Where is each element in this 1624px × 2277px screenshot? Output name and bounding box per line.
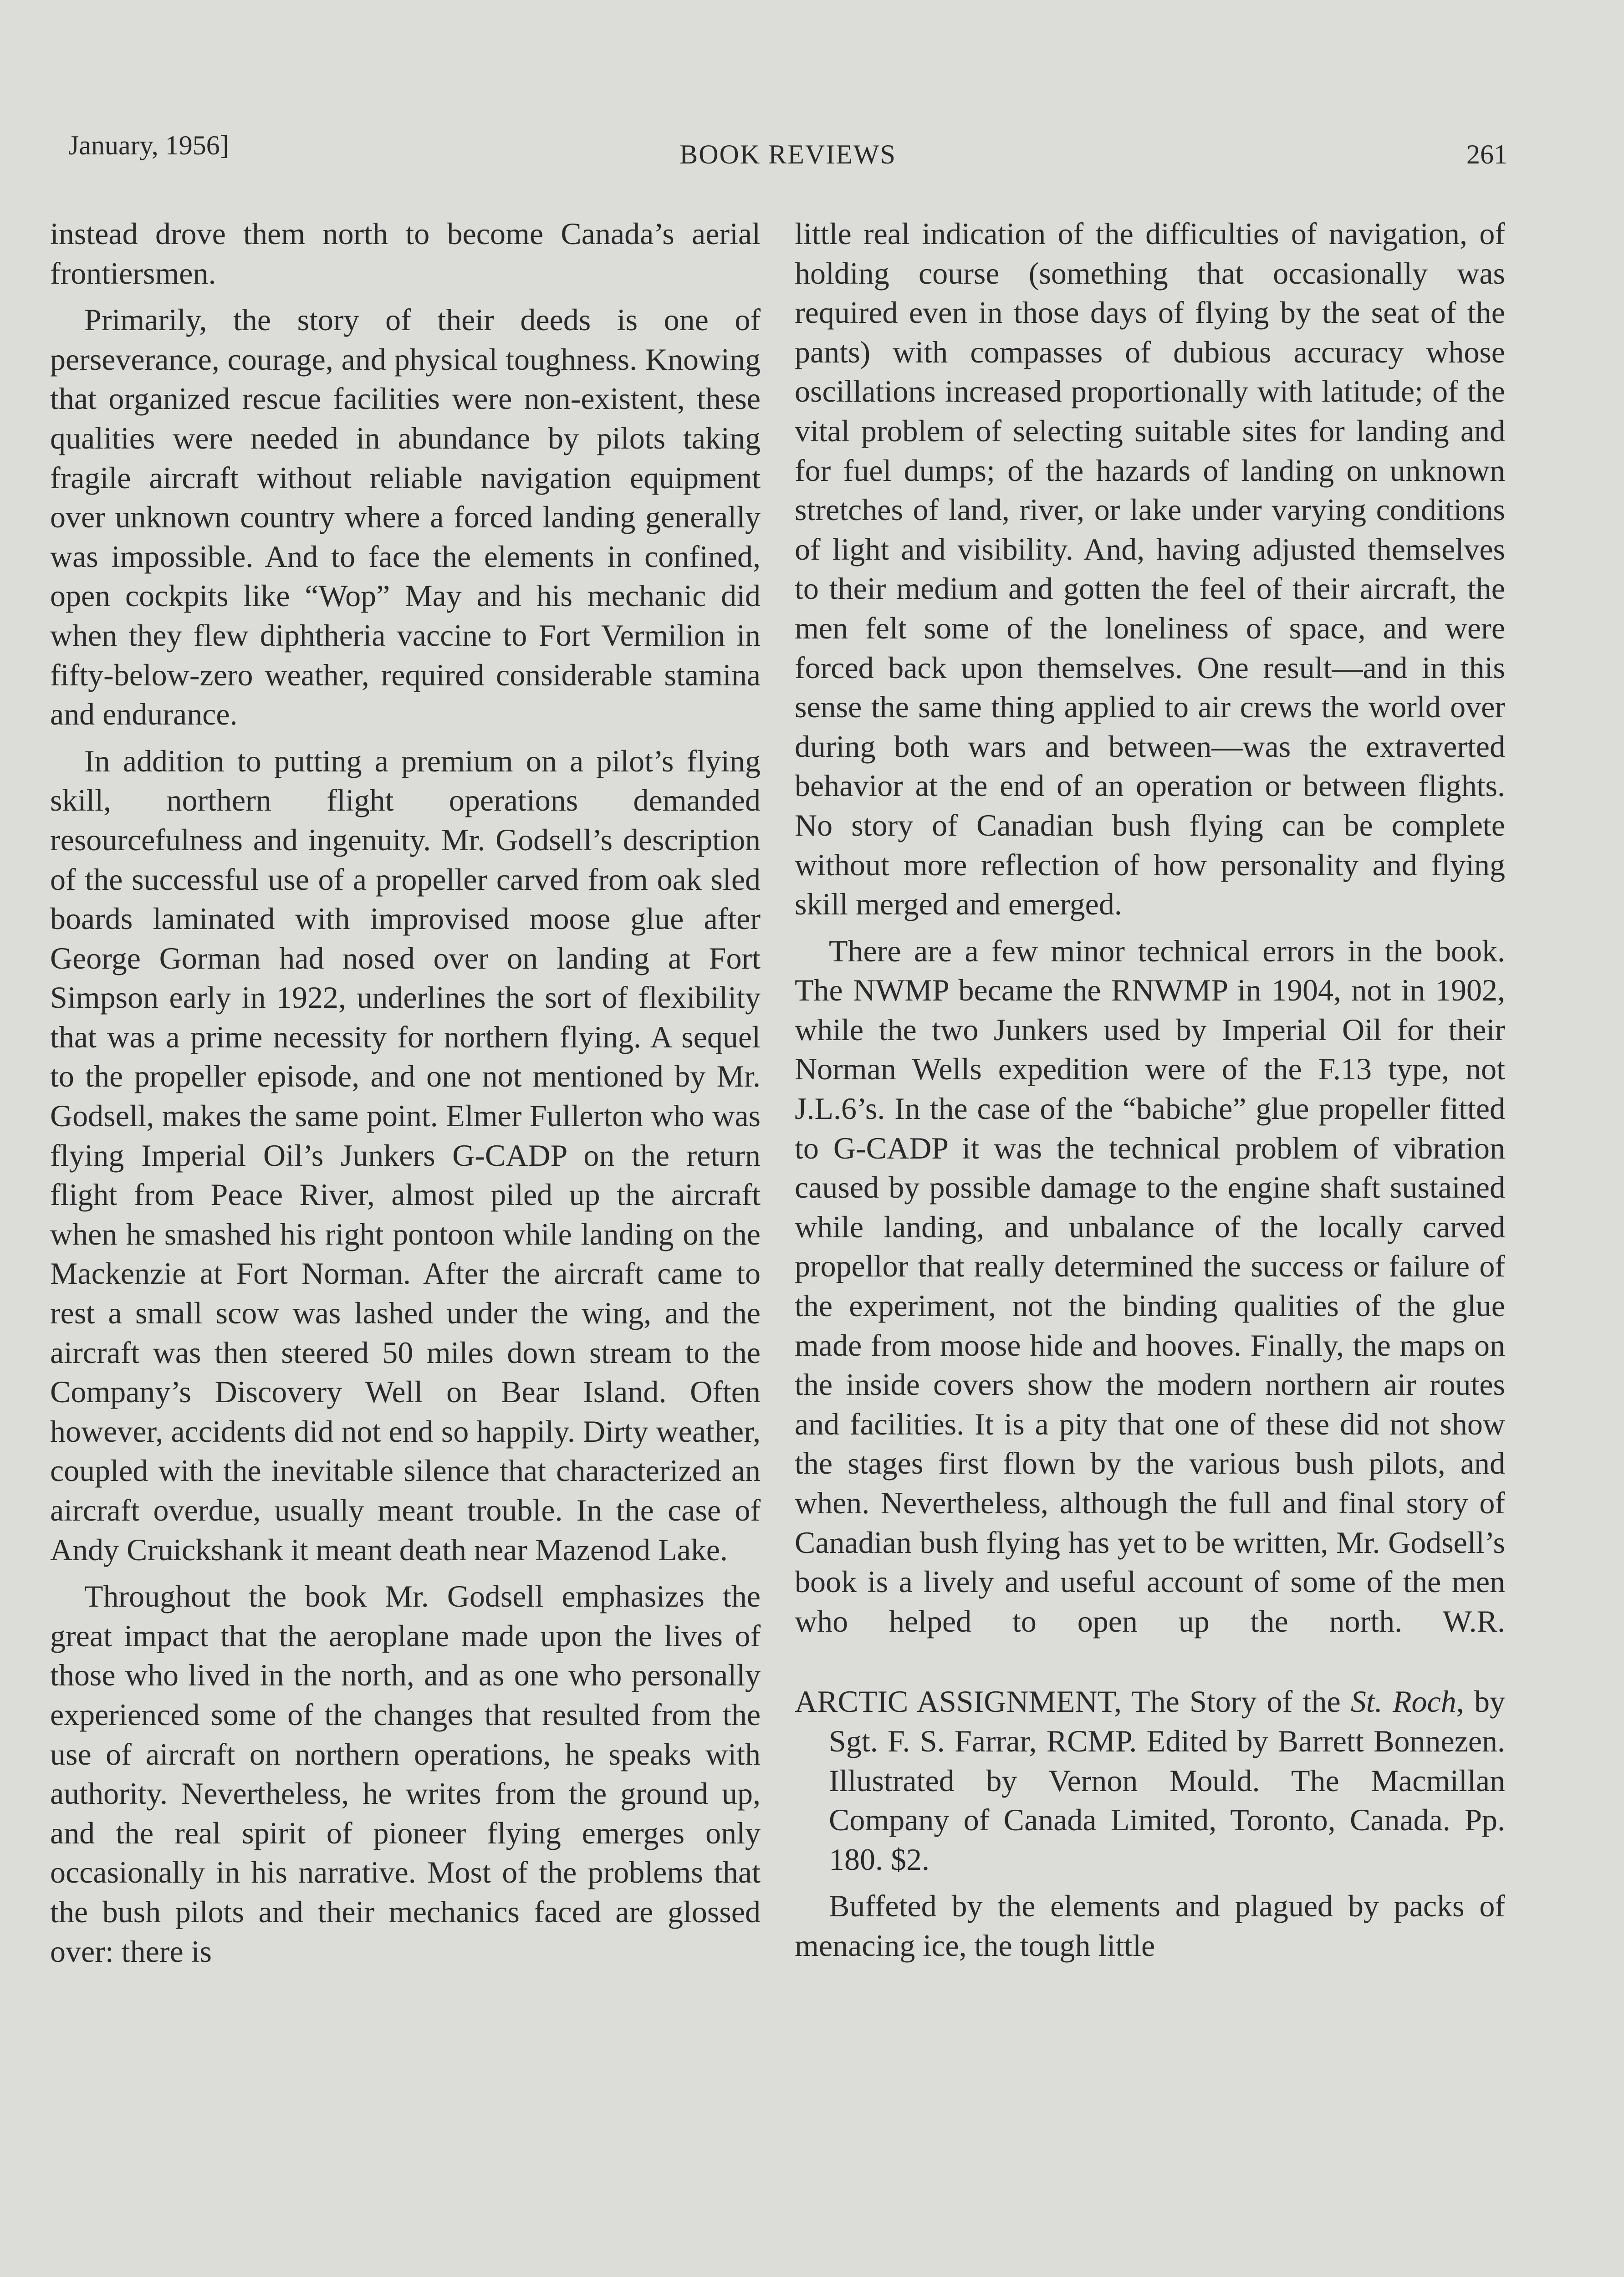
paragraph: Throughout the book Mr. Godsell emphasizes the great impact that the aeroplane made upon the lives of those who lived in the north, and as one who personally experienced some of the changes that resulted from the use of aircraft on northern operations, he speaks with authority. Nevertheless, he writes from the ground up, and the real spirit of pioneer flying emerges only occasionally in his narrative. Most of the problems that the bush pilots and their mechanics faced are glossed over: there is xyxy=(50,1579,761,1969)
citation-title: ARCTIC ASSIGNMENT, The Story of the xyxy=(795,1684,1351,1719)
citation-details: , by Sgt. F. S. Farrar, RCMP. Edited by Barrett Bonnezen. Illustrated by Vernon Mould. The Macmillan Company of Canada Limited, Toronto, Canada. Pp. 180. $2. xyxy=(829,1684,1505,1877)
citation-ship-name: St. Roch xyxy=(1350,1684,1456,1719)
paragraph xyxy=(795,931,1505,1641)
paragraph: In addition to putting a premium on a pilot’s flying skill, northern flight operations demanded resourcefulness and ingenuity. Mr. Godsell’s description of the successful use of a propeller carved from oak sled boards laminated with improvised moose glue after George Gorman had nosed over on landing at Fort Simpson early in 1922, underlines the sort of flexibility that was a prime necessity for northern flying. A sequel to the propeller episode, and one not mentioned by Mr. Godsell, makes the same point. Elmer Fullerton who was flying Imperial Oil’s Junkers G-CADP on the return flight from Peace River, almost piled up the aircraft when he smashed his right pontoon while landing on the Mackenzie at Fort Norman. After the aircraft came to rest a small scow was lashed under the wing, and the aircraft was then steered 50 miles down stream to the Company’s Discovery Well on Bear Island. Often however, accidents did not end so happily. Dirty weather, coupled with the inevitable silence that characterized an aircraft overdue, usually meant trouble. In the case of Andy Cruickshank it meant death near Mazenod Lake. xyxy=(50,743,761,1567)
paragraph: Primarily, the story of their deeds is one of perseverance, courage, and physical toughness. Knowing that organized rescue facilities were non-existent, these qualities were needed in abundance by pilots taking fragile aircraft without reliable navigation equipment over unknown country where a forced landing generally was impossible. And to face the elements in confined, open cockpits like “Wop” May and his mechanic did when they flew diphtheria vaccine to Fort Vermilion in fifty-below-zero weather, required considerable stamina and endurance. xyxy=(50,302,761,732)
reviewer-signature: W.R. xyxy=(1442,1603,1505,1639)
book-citation xyxy=(795,1682,1505,1879)
header-date: January, 1956] xyxy=(68,130,229,160)
paragraph: little real indication of the difficulties of navigation, of holding course (something that occasionally was required even in those days of flying by the seat of the pants) with compasses of dubious accuracy whose oscillations increased proportionally with latitude; of the vital problem of selecting suitable sites for landing and for fuel dumps; of the hazards of landing on unknown stretches of land, river, or lake under varying conditions of light and visibility. And, having adjusted themselves to their medium and gotten the feel of their aircraft, the men felt some of the loneliness of space, and were forced back upon themselves. One result—and in this sense the same thing applied to air crews the world over during both wars and between—was the extraverted behavior at the end of an operation or between flights. No story of Canadian bush flying can be complete without more reflection of how personality and flying skill merged and emerged. xyxy=(795,216,1505,922)
left-column xyxy=(50,214,761,1971)
right-column xyxy=(795,214,1505,1966)
paragraph: Buffeted by the elements and plagued by packs of menacing ice, the tough little xyxy=(795,1889,1505,1963)
header-section-title: BOOK REVIEWS xyxy=(679,139,896,169)
paragraph-text: There are a few minor technical errors in the book. The NWMP became the RNWMP in 1904, not in 1902, while the two Junkers used by Imperial Oil for their Norman Wells expedition were of the F.13 type, not J.L.6’s. In the case of the “babiche” glue propeller fitted to G-CADP it was the technical problem of vibration caused by possible damage to the engine shaft sustained while landing, and unbalance of the locally carved propellor that really determined the success or failure of the experiment, not the binding qualities of the glue made from moose hide and hooves. Finally, the maps on the inside covers show the modern northern air routes and facilities. It is a pity that one of these did not show the stages first flown by the various bush pilots, and when. Nevertheless, although the full and final story of Canadian bush flying has yet to be written, Mr. Godsell’s book is a lively and useful account of some of the men who helped to open up the north. xyxy=(795,933,1505,1639)
paragraph: instead drove them north to become Canada’s aerial frontiersmen. xyxy=(50,216,761,291)
running-header xyxy=(68,130,1507,175)
header-page-number: 261 xyxy=(1466,139,1507,169)
